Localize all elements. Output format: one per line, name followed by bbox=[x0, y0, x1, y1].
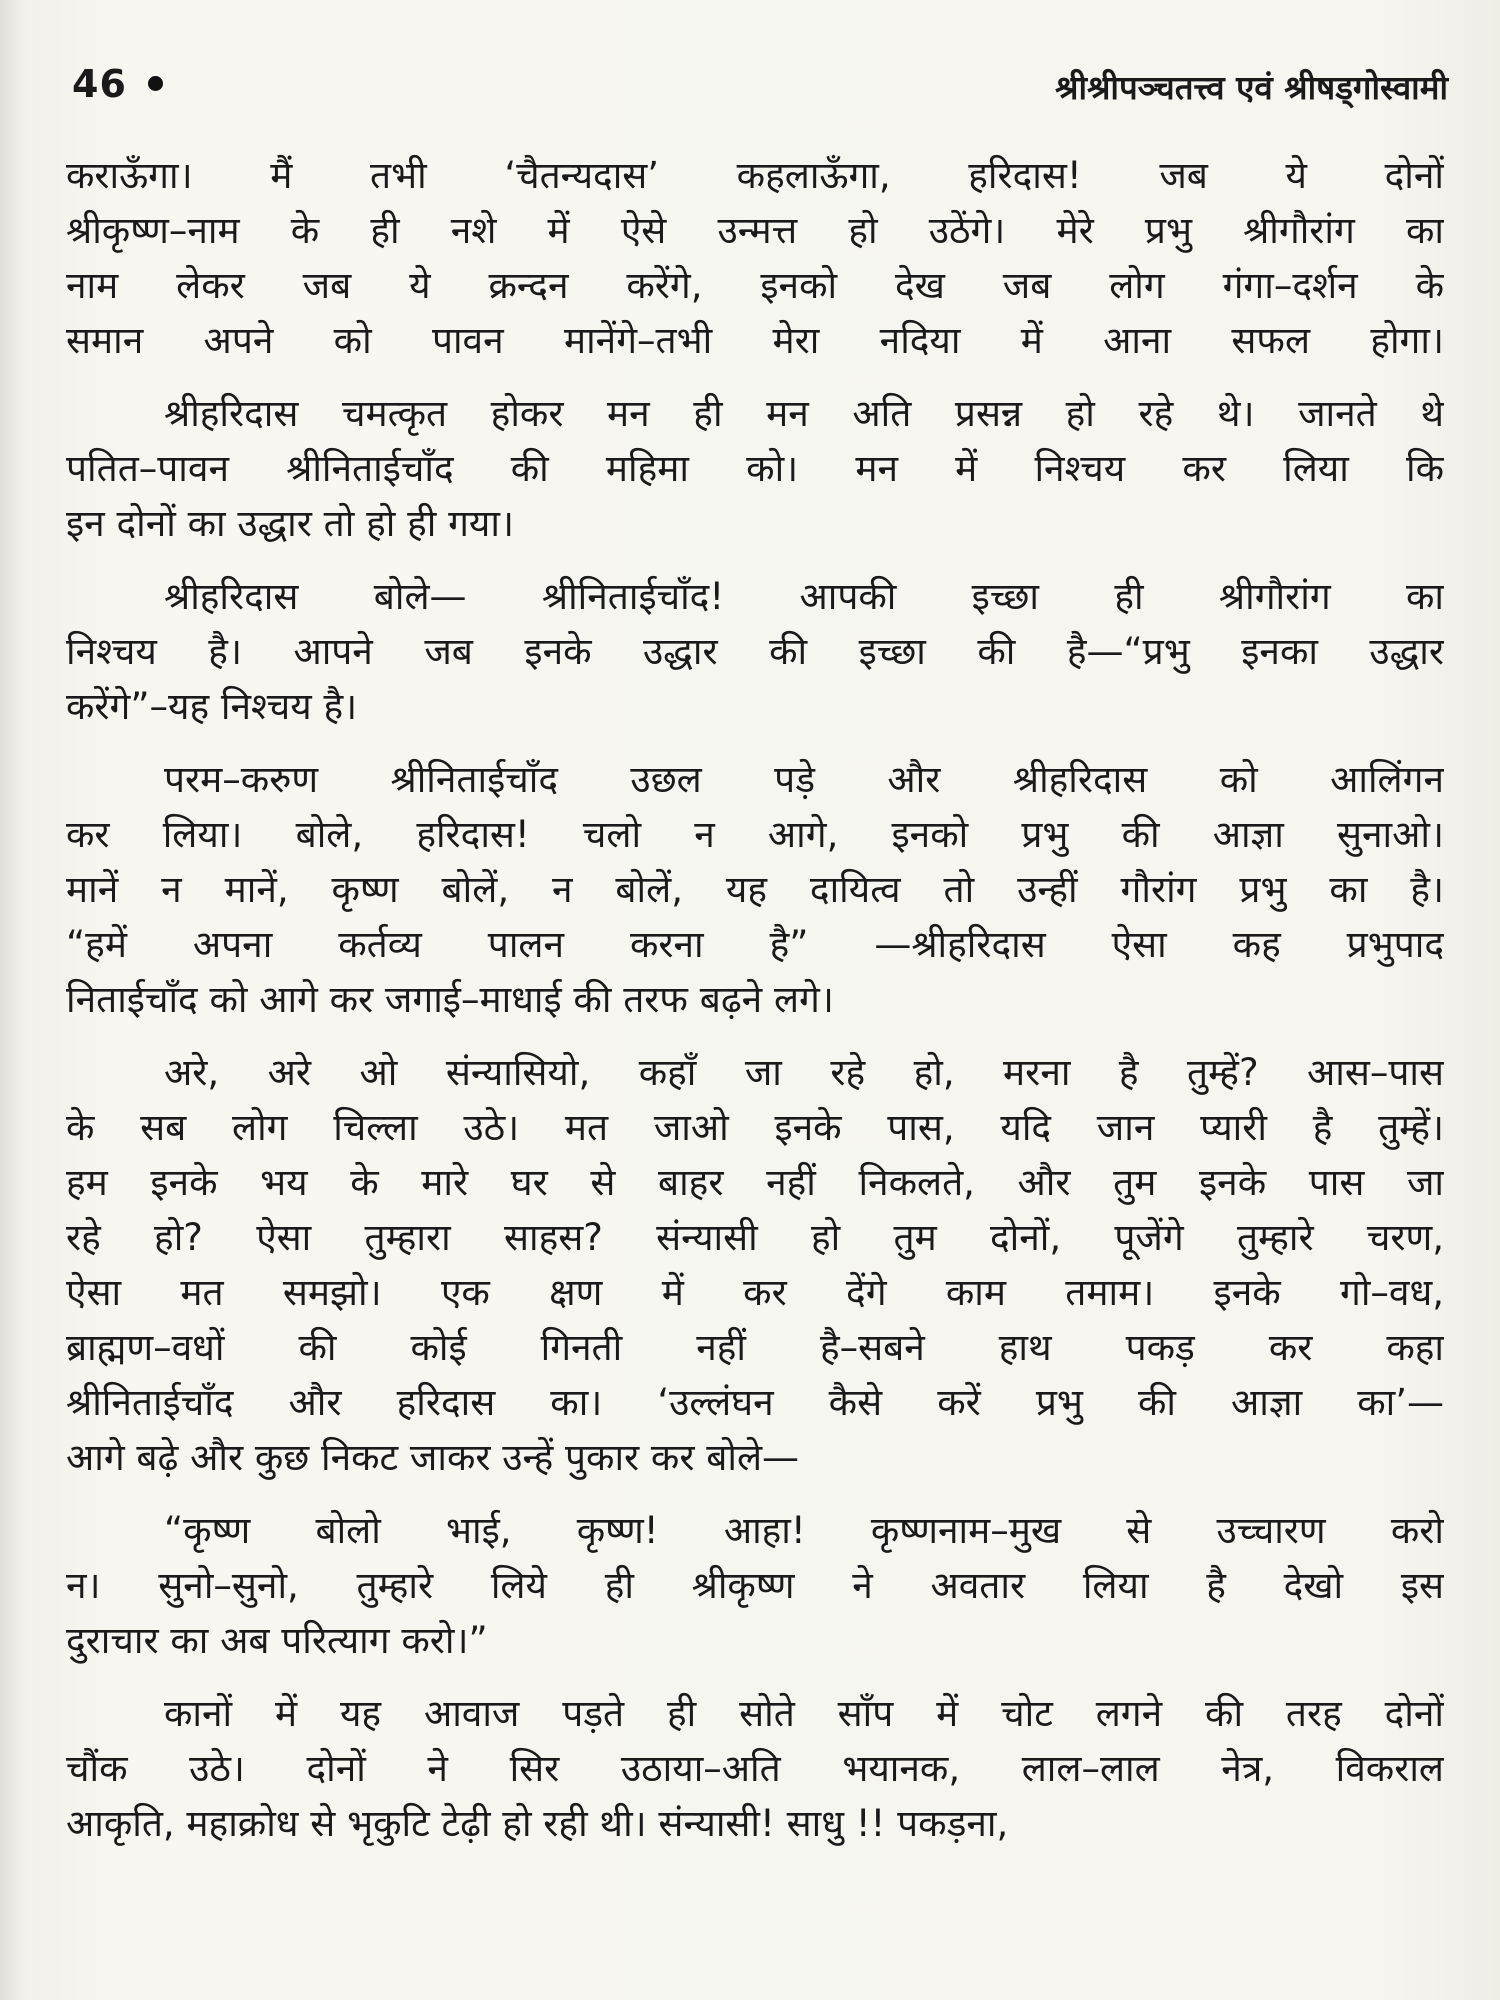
text-line: परम–करुण श्रीनिताईचाँद उछल पड़े और श्रीहरिदास को आलिंगन bbox=[164, 758, 1444, 801]
text-line: श्रीहरिदास चमत्कृत होकर मन ही मन अति प्रसन्न हो रहे थे। जानते थे bbox=[164, 392, 1444, 435]
text-line: आकृति, महाक्रोध से भृकुटि टेढ़ी हो रही थी। संन्यासी! साधु !! पकड़ना, bbox=[66, 1802, 1009, 1845]
text-line: नाम लेकर जब ये क्रन्दन करेंगे, इनको देख जब लोग गंगा–दर्शन के bbox=[66, 264, 1444, 307]
text-line: मानें न मानें, कृष्ण बोलें, न बोलें, यह दायित्व तो उन्हीं गौरांग प्रभु का है। bbox=[66, 868, 1444, 911]
text-line: कराऊँगा। मैं तभी ‘चैतन्यदास’ कहलाऊँगा, हरिदास! जब ये दोनों bbox=[66, 154, 1444, 197]
text-line: इन दोनों का उद्धार तो हो ही गया। bbox=[66, 502, 514, 545]
text-line: अरे, अरे ओ संन्यासियो, कहाँ जा रहे हो, मरना है तुम्हें? आस–पास bbox=[164, 1051, 1444, 1094]
text-line: करेंगे”–यह निश्चय है। bbox=[66, 685, 358, 728]
text-line: श्रीहरिदास बोले— श्रीनिताईचाँद! आपकी इच्छा ही श्रीगौरांग का bbox=[164, 575, 1444, 618]
text-line: दुराचार का अब परित्याग करो।” bbox=[66, 1619, 488, 1662]
paragraph bbox=[66, 386, 1444, 551]
page-header bbox=[72, 62, 1448, 132]
paragraph bbox=[66, 569, 1444, 734]
text-line: समान अपने को पावन मानेंगे–तभी मेरा नदिया में आना सफल होगा। bbox=[66, 319, 1444, 362]
text-line: “हमें अपना कर्तव्य पालन करना है” —श्रीहरिदास ऐसा कह प्रभुपाद bbox=[66, 923, 1444, 966]
text-line: “कृष्ण बोलो भाई, कृष्ण! आहा! कृष्णनाम–मुख से उच्चारण करो bbox=[164, 1509, 1444, 1552]
text-line: ब्राह्मण–वधों की कोई गिनती नहीं है–सबने हाथ पकड़ कर कहा bbox=[66, 1326, 1444, 1369]
paragraph bbox=[66, 1686, 1444, 1851]
text-line: निताईचाँद को आगे कर जगाई–माधाई की तरफ बढ़ने लगे। bbox=[66, 978, 834, 1021]
text-line: के सब लोग चिल्ला उठे। मत जाओ इनके पास, यदि जान प्यारी है तुम्हें। bbox=[66, 1106, 1444, 1149]
text-line: कर लिया। बोले, हरिदास! चलो न आगे, इनको प्रभु की आज्ञा सुनाओ। bbox=[66, 813, 1444, 856]
text-line: न। सुनो–सुनो, तुम्हारे लिये ही श्रीकृष्ण ने अवतार लिया है देखो इस bbox=[66, 1564, 1444, 1607]
paragraph bbox=[66, 148, 1444, 368]
page-gutter-shadow bbox=[0, 0, 24, 2000]
paragraph bbox=[66, 1503, 1444, 1668]
running-title: श्रीश्रीपञ्चतत्त्व एवं श्रीषड्गोस्वामी bbox=[1055, 68, 1448, 107]
text-line: निश्चय है। आपने जब इनके उद्धार की इच्छा की है—“प्रभु इनका उद्धार bbox=[66, 630, 1444, 673]
paragraph bbox=[66, 752, 1444, 1027]
paragraph bbox=[66, 1045, 1444, 1485]
text-line: श्रीकृष्ण–नाम के ही नशे में ऐसे उन्मत्त हो उठेंगे। मेरे प्रभु श्रीगौरांग का bbox=[66, 209, 1444, 252]
text-line: हम इनके भय के मारे घर से बाहर नहीं निकलते, और तुम इनके पास जा bbox=[66, 1161, 1444, 1204]
text-line: श्रीनिताईचाँद और हरिदास का। ‘उल्लंघन कैसे करें प्रभु की आज्ञा का’— bbox=[66, 1381, 1444, 1424]
text-line: चौंक उठे। दोनों ने सिर उठाया–अति भयानक, लाल–लाल नेत्र, विकराल bbox=[66, 1747, 1444, 1790]
text-line: आगे बढ़े और कुछ निकट जाकर उन्हें पुकार कर बोले— bbox=[66, 1436, 800, 1479]
page-number: 46 bbox=[72, 62, 127, 106]
text-line: रहे हो? ऐसा तुम्हारा साहस? संन्यासी हो तुम दोनों, पूजेंगे तुम्हारे चरण, bbox=[66, 1216, 1444, 1259]
text-line: कानों में यह आवाज पड़ते ही सोते साँप में चोट लगने की तरह दोनों bbox=[164, 1692, 1444, 1735]
bullet-icon bbox=[148, 76, 163, 91]
body-text bbox=[66, 148, 1444, 1869]
text-line: पतित–पावन श्रीनिताईचाँद की महिमा को। मन में निश्चय कर लिया कि bbox=[66, 447, 1444, 490]
text-line: ऐसा मत समझो। एक क्षण में कर देंगे काम तमाम। इनके गो–वध, bbox=[66, 1271, 1444, 1314]
